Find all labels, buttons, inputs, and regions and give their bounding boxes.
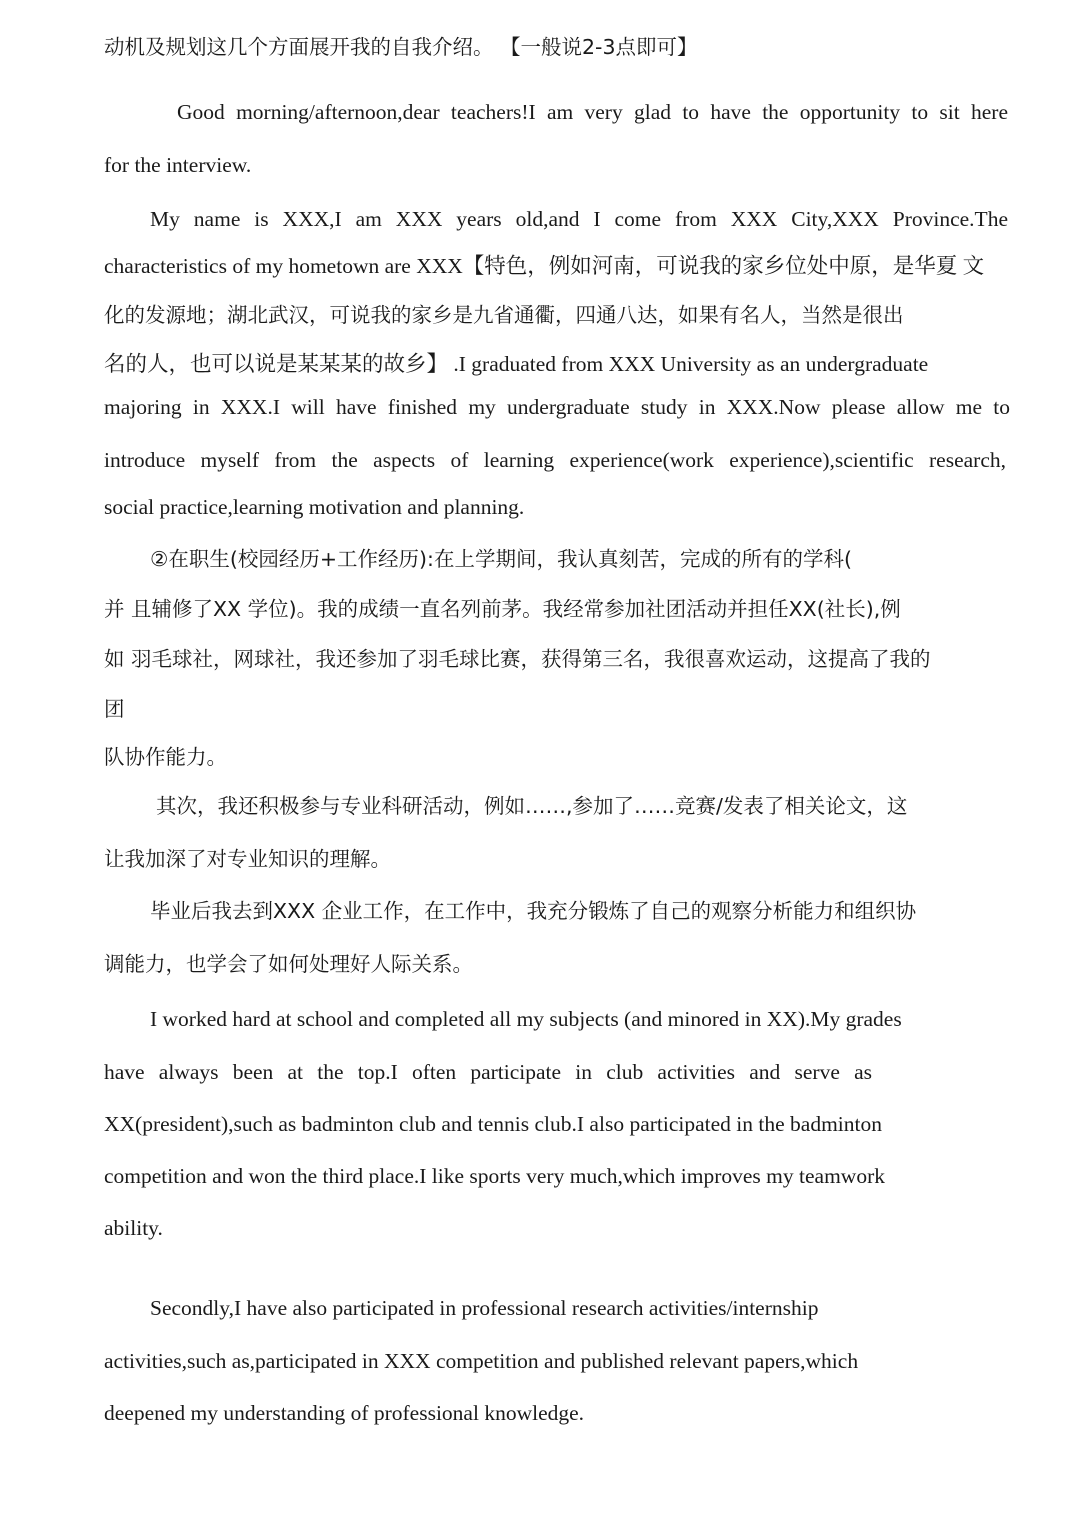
text-line: 调能力，也学会了如何处理好人际关系。 [104,952,473,976]
text-line: ②在职生(校园经历+工作经历):在上学期间，我认真刻苦，完成的所有的学科( [150,547,852,571]
text-line: ability. [104,1216,163,1240]
text-line: 队协作能力。 [104,745,227,769]
text-line: 团 [104,697,125,721]
text-line: Good morning/afternoon,dear teachers!I am very glad to have the opportunity to sit here [177,100,1008,124]
text-line: Secondly,I have also participated in professional research activities/internship [150,1296,819,1320]
text-line: have always been at the top.I often participate in club activities and serve as [104,1060,872,1084]
text-line: activities,such as,participated in XXX competition and published relevant papers,which [104,1349,859,1373]
text-line: I worked hard at school and completed all my subjects (and minored in XX).My grades [150,1007,902,1031]
text-line: My name is XXX,I am XXX years old,and I come from XXX City,XXX Province.The [150,207,1008,231]
text-line: 名的人，也可以说是某某某的故乡】 .I graduated from XXX University as an undergraduate [104,352,929,376]
text-line: 让我加深了对专业知识的理解。 [104,847,391,871]
text-line: 如 羽毛球社，网球社，我还参加了羽毛球比赛，获得第三名，我很喜欢运动，这提高了我的 [104,647,931,671]
text-line: introduce myself from the aspects of learning experience(work experience),scientific research, [104,448,1006,472]
text-line: social practice,learning motivation and planning. [104,495,525,519]
text-line: 化的发源地；湖北武汉，可说我的家乡是九省通衢，四通八达，如果有名人，当然是很出 [104,303,904,327]
text-line: 毕业后我去到XXX 企业工作，在工作中，我充分锻炼了自己的观察分析能力和组织协 [150,899,917,923]
text-line: majoring in XXX.I will have finished my undergraduate study in XXX.Now please allow me to [104,395,1010,419]
text-line: XX(president),such as badminton club and tennis club.I also participated in the badminton [104,1112,882,1136]
text-line: characteristics of my hometown are XXX【特色，例如河南，可说我的家乡位处中原，是华夏 文 [104,254,985,278]
text-line: for the interview. [104,153,252,177]
text-line: 动机及规划这几个方面展开我的自我介绍。 【一般说2-3点即可】 [104,35,698,59]
text-line: competition and won the third place.I like sports very much,which improves my teamwork [104,1164,885,1188]
text-line: 其次，我还积极参与专业科研活动，例如……,参加了……竞赛/发表了相关论文，这 [156,794,908,818]
text-line: deepened my understanding of professional knowledge. [104,1401,585,1425]
text-line: 并 且辅修了XX 学位)。我的成绩一直名列前茅。我经常参加社团活动并担任XX(社长),例 [104,597,901,621]
